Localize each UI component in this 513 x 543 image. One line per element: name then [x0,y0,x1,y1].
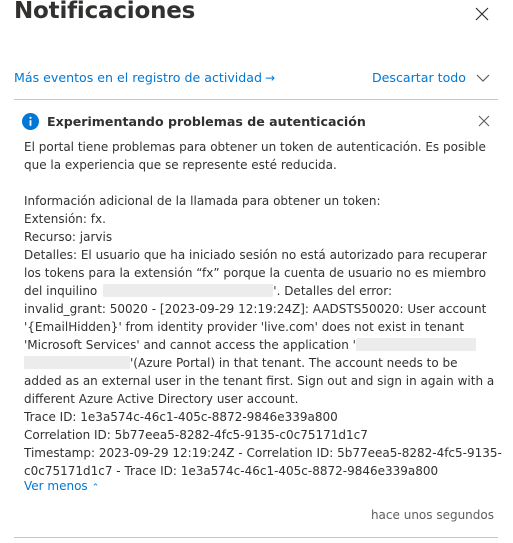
dismiss-all-label: Descartar todo [371,70,466,85]
body-text-segment: '. Detalles del error: [273,284,393,298]
notification-header [22,113,366,130]
body-line: que la experiencia que se represente esté reducida. [24,158,337,172]
body-line: Información adicional de la llamada para obtener un token: [24,194,381,208]
info-icon [22,113,39,130]
notification-actions [14,70,490,88]
close-icon[interactable] [474,6,490,22]
see-less-link[interactable] [24,479,99,493]
dismiss-notification-icon[interactable] [478,115,490,127]
body-line: Recurso: jarvis [24,230,113,244]
body-line: Timestamp: 2023-09-29 12:19:24Z - Correlation ID: 5b77eea5-8282-4fc5-9135- [24,446,502,460]
redacted-tenant [103,284,273,297]
chevron-up-icon: ⌃ [91,483,100,493]
body-line: invalid_grant: 50020 - [2023-09-29 12:19:24Z]: AADSTS50020: User account [24,302,487,316]
see-less-label: Ver menos [24,479,88,493]
more-events-label: Más eventos en el registro de actividad [14,70,263,85]
notification-body [24,138,502,480]
redacted-application [356,338,476,351]
arrow-right-icon: → [265,71,276,85]
body-line: Correlation ID: 5b77eea5-8282-4fc5-9135-c0c75171d1c7 [24,428,368,442]
body-line: El portal tiene problemas para obtener un token de autenticación. Es posible [24,140,486,154]
body-text-segment: del inquilino [24,284,98,298]
divider [14,99,498,100]
blank-line [24,174,490,192]
body-line [24,354,490,372]
more-events-link[interactable] [14,70,275,85]
body-line [24,282,490,300]
notification-title: Experimentando problemas de autenticación [47,114,366,129]
redacted-application-id [24,356,130,369]
dismiss-all-button[interactable] [372,70,490,85]
body-line: Extensión: fx. [24,212,106,226]
chevron-down-icon [476,73,490,83]
notification-time: hace unos segundos [370,508,494,522]
panel-title: Notificaciones [14,0,196,24]
body-line: '{EmailHidden}' from identity provider 'live.com' does not exist in tenant [24,320,465,334]
body-line: Detalles: El usuario que ha iniciado sesión no está autorizado para recuperar [24,248,487,262]
body-line: Trace ID: 1e3a574c-46c1-405c-8872-9846e339a800 [24,410,338,424]
body-line [24,336,490,354]
body-line: different Azure Active Directory user account. [24,392,299,406]
body-text-segment: '(Azure Portal) in that tenant. The account needs to be [130,356,458,370]
body-line: added as an external user in the tenant first. Sign out and sign in again with a [24,374,495,388]
body-text-segment: 'Microsoft Services' and cannot access the application ' [24,338,356,352]
body-line: c0c75171d1c7 - Trace ID: 1e3a574c-46c1-405c-8872-9846e339a800 [24,464,439,478]
divider [14,537,498,538]
body-line: los tokens para la extensión “fx” porque la cuenta de usuario no es miembro [24,266,487,280]
